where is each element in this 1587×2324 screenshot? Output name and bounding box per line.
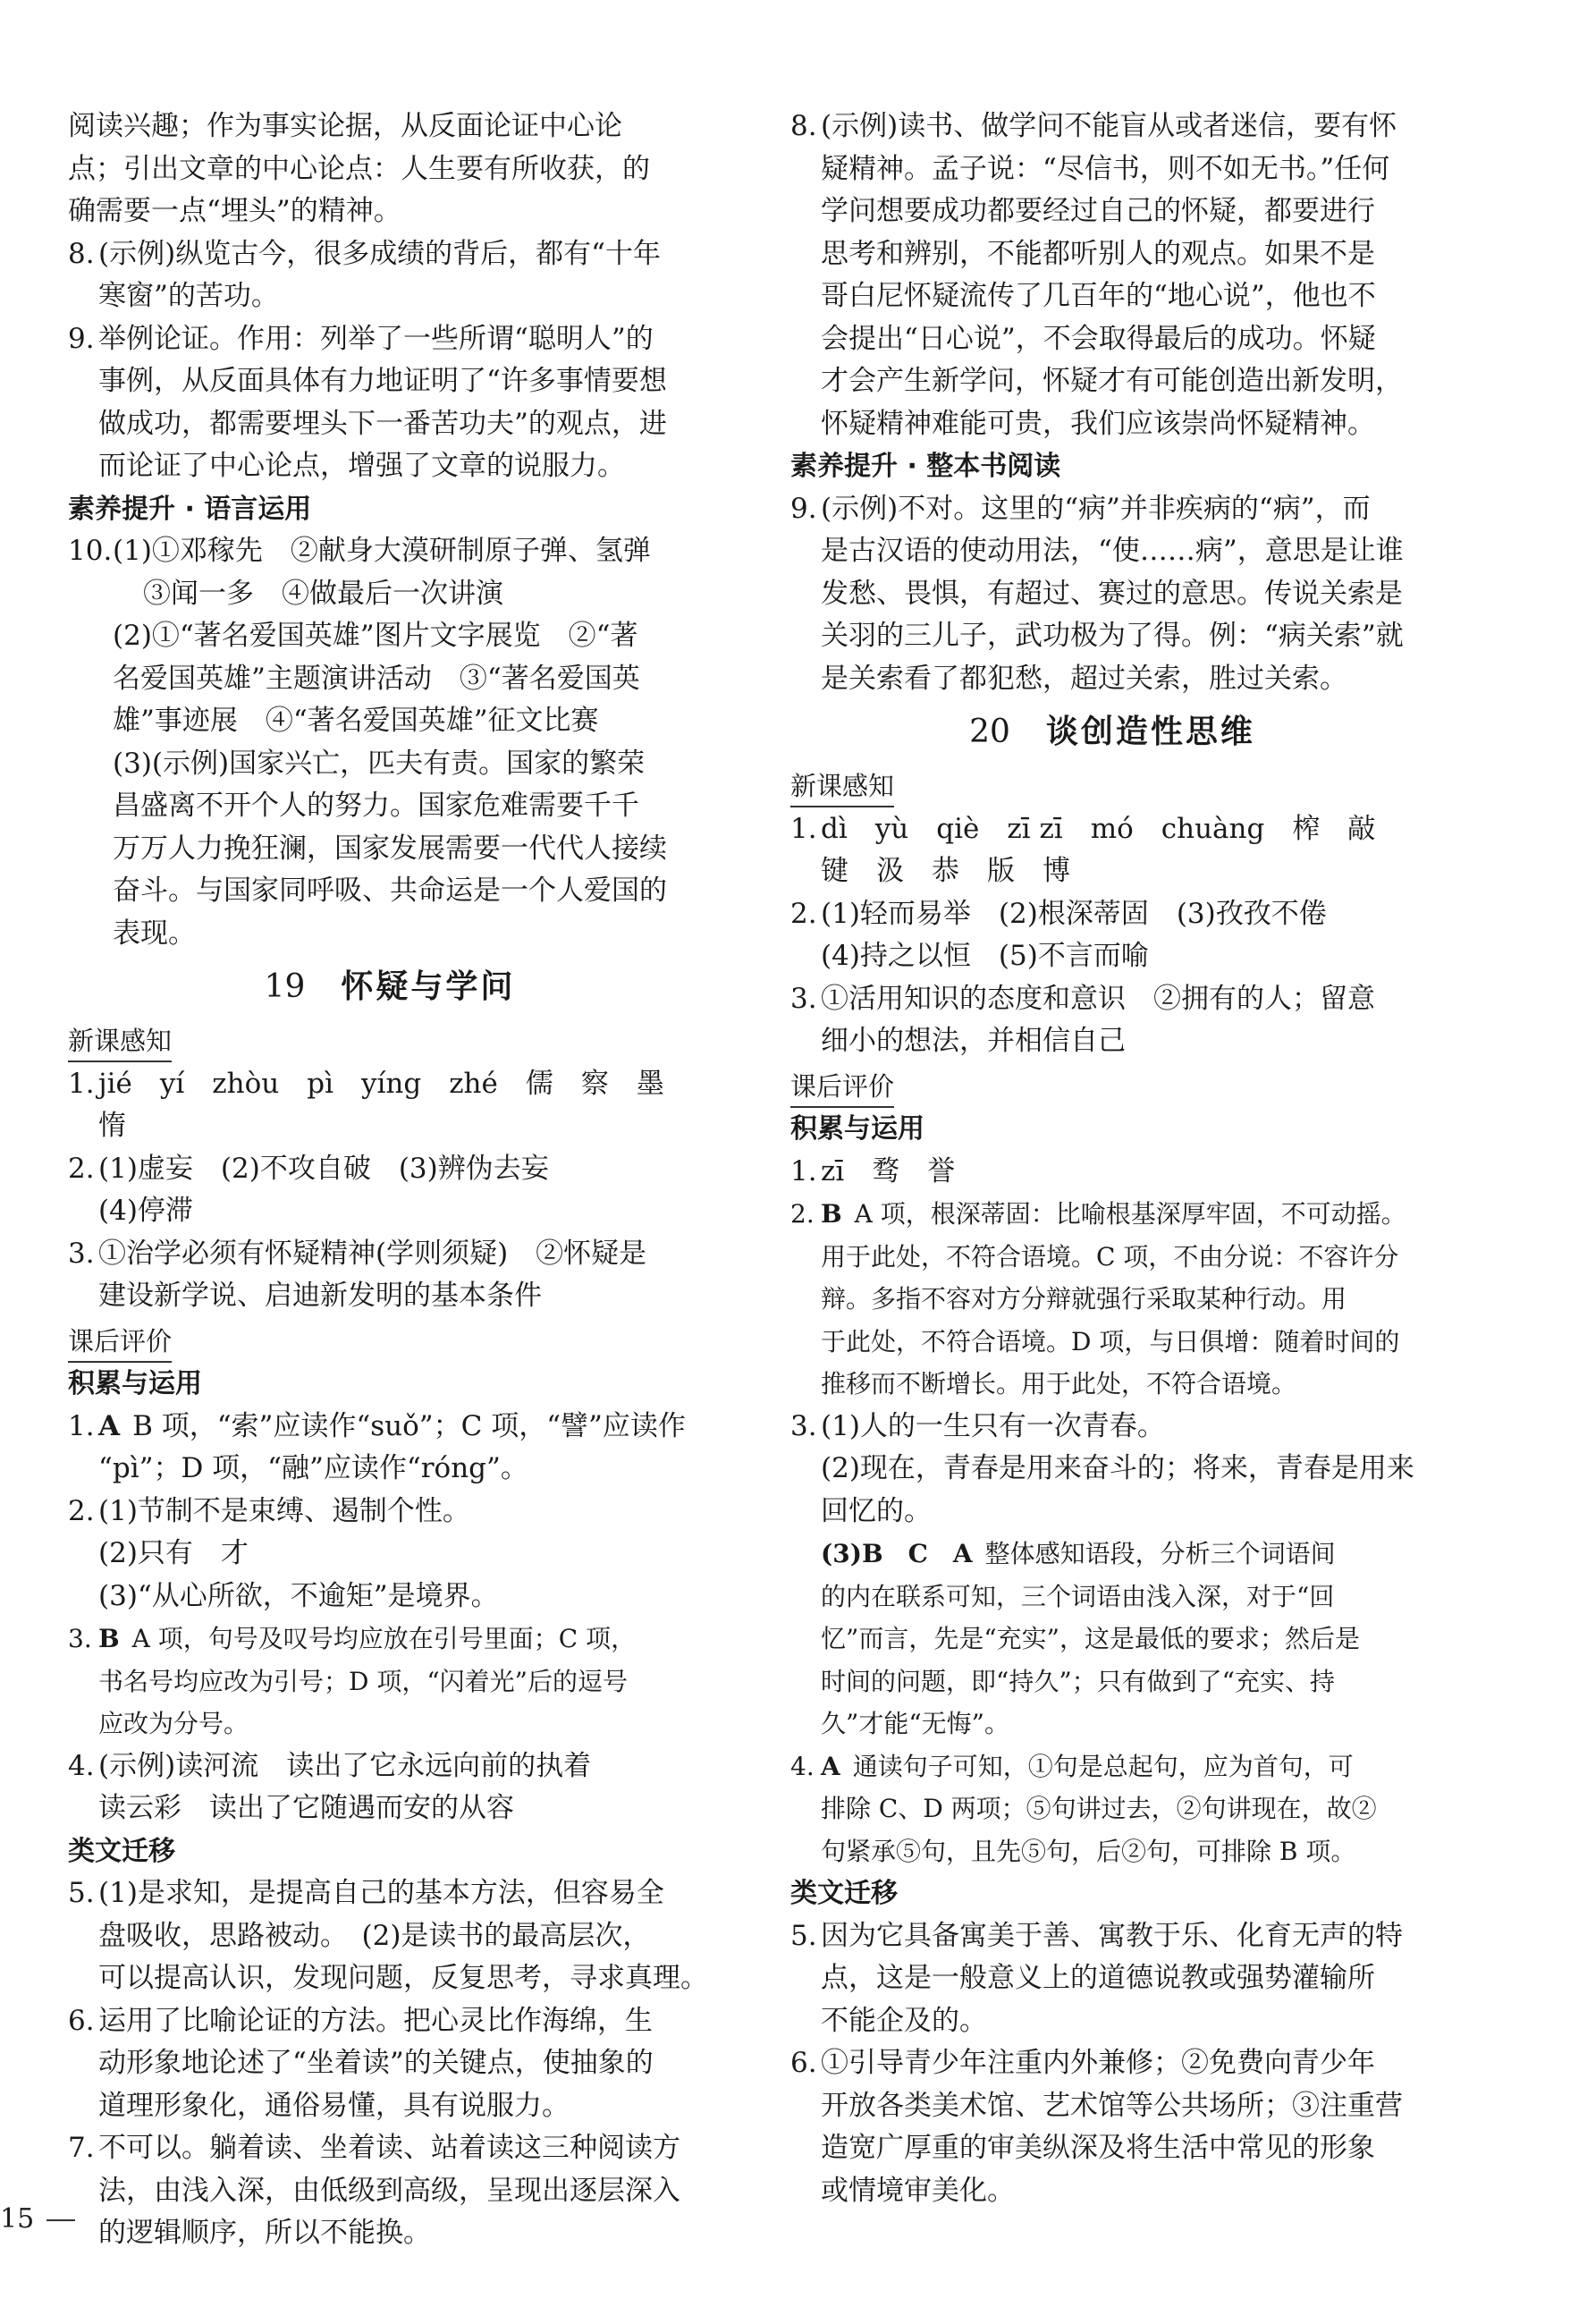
section-heading-language: 素养提升 · 语言运用 <box>68 493 312 525</box>
transfer-6: 6. 运用了比喻论证的方法。把心灵比作海绵，生 动形象地论述了“坐着读”的关键点，使抽象的 道理形象化，通俗易懂，具有说服力。 <box>68 2004 654 2122</box>
section-heading-accumulation: 积累与运用 <box>790 1113 924 1145</box>
accum-3: 3. (1)人的一生只有一次青春。 (2)现在，青春是用来奋斗的；将来，青春是用来 回忆的。 (3)B C A 整体感知语段，分析三个词语间 的内在联系可知，三个词语由浅入深，对于“回 忆”而言，先是“充实”，这是最低的要求；然后是 时间的问题，即“持久”；只有做到了“充实、持 久”才能“无悔”。 <box>790 1409 1414 1738</box>
left-column <box>68 106 712 2255</box>
accum-2: 2. B A 项，根深蒂固：比喻根基深厚牢固，不可动摇。 用于此处，不符合语境。C 项，不由分说：不容许分 辩。多指不容对方分辩就强行采取某种行动。用 于此处，不符合语境。D 项，与日俱增：随着时间的 推移而不断增长。用于此处，不符合语境。 <box>790 1199 1406 1399</box>
new-lesson-1: 1. jié yí zhòu pì yíng zhé 儒 察 墨 惰 <box>68 1067 692 1142</box>
new-lesson-3: 3. ①活用知识的态度和意识 ②拥有的人；留意 细小的想法，并相信自己 <box>790 982 1375 1057</box>
new-lesson-3: 3. ①治学必须有怀疑精神(学则须疑) ②怀疑是 建设新学说、启迪新发明的基本条件 <box>68 1237 647 1312</box>
accum-4: 4. (示例)读河流 读出了它永远向前的执着 读云彩 读出了它随遇而安的从容 <box>68 1749 592 1824</box>
new-lesson-2: 2. (1)虚妄 (2)不攻自破 (3)辨伪去妄 (4)停滞 <box>68 1152 549 1227</box>
page-footer <box>0 2198 75 2241</box>
transfer-7: 7. 不可以。躺着读、坐着读、站着读这三种阅读方 法，由浅入深，由低级到高级，呈现出逐层深入 的逻辑顺序，所以不能换。 <box>68 2132 680 2249</box>
accum-1: 1. zī 骛 誉 <box>790 1154 956 1187</box>
page-number: 15 <box>0 2203 35 2235</box>
answer-10: 10. (1)①邓稼先 ②献身大漠研制原子弹、氢弹 ③闻一多 ④做最后一次讲演 (2)①“著名爱国英雄”图片文字展览 ②“著 名爱国英雄”主题演讲活动 ③“著名爱国英 雄”事迹展 ④“著名爱国英雄”征文比赛 (3)(示例)国家兴亡，匹夫有责。国家的繁荣 昌盛离不开个人的努力。国家危难需要千千 万万人力挽狂澜，国家发展需要一代代人接续 奋斗。与国家同呼吸、共命运是一个人爱国的 表现。 <box>68 535 667 950</box>
lesson-19-heading: 19 怀疑与学问 <box>264 968 516 1005</box>
accum-4: 4. A 通读句子可知，①句是总起句，应为首句，可 排除 C、D 两项；⑤句讲过去，②句讲现在，故② 句紧承⑤句，且先⑤句，后②句，可排除 B 项。 <box>790 1751 1377 1866</box>
answer-8-continued: 8. (示例)读书、做学问不能盲从或者迷信，要有怀 疑精神。孟子说：“尽信书，则不如无书。”任何 学问想要成功都要经过自己的怀疑，都要进行 思考和辨别，不能都听别人的观点。如果不是 哥白尼怀疑流传了几百年的“地心说”，他也不 会提出“日心说”，不会取得最后的成功。怀疑 才会产生新学问，怀疑才有可能创造出新发明， 怀疑精神难能可贵，我们应该崇尚怀疑精神。 <box>790 110 1403 440</box>
right-column <box>790 106 1434 2212</box>
continued-answer: 阅读兴趣；作为事实论据，从反面论证中心论 点；引出文章的中心论点：人生要有所收获，的 确需要一点“埋头”的精神。 <box>68 110 650 227</box>
transfer-5: 5. 因为它具备寓美于善、寓教于乐、化育无声的特 点，这是一般意义上的道德说教或强势灌输所 不能企及的。 <box>790 1919 1403 2037</box>
section-heading-after-class: 课后评价 <box>68 1322 172 1363</box>
section-heading-transfer: 类文迁移 <box>790 1878 898 1909</box>
answer-9: 9. 举例论证。作用：列举了一些所谓“聪明人”的 事例，从反面具体有力地证明了“许多事情要想 做成功，都需要埋头下一番苦功夫”的观点，进 而论证了中心论点，增强了文章的说服力。 <box>68 322 667 482</box>
section-heading-new-lesson: 新课感知 <box>790 766 894 807</box>
transfer-6: 6. ①引导青少年注重内外兼修；②免费向青少年 开放各类美术馆、艺术馆等公共场所；③注重营 造宽广厚重的审美纵深及将生活中常见的形象 或情境审美化。 <box>790 2047 1403 2207</box>
section-heading-after-class: 课后评价 <box>790 1067 894 1108</box>
transfer-5: 5. (1)是求知，是提高自己的基本方法，但容易全 盘吸收，思路被动。 (2)是读书的最高层次， 可以提高认识，发现问题，反复思考，寻求真理。 <box>68 1877 708 1994</box>
new-lesson-2: 2. (1)轻而易举 (2)根深蒂固 (3)孜孜不倦 (4)持之以恒 (5)不言而喻 <box>790 897 1327 972</box>
answer-8: 8. (示例)纵览古今，很多成绩的背后，都有“十年 寒窗”的苦功。 <box>68 237 662 312</box>
section-heading-whole-book: 素养提升 · 整本书阅读 <box>790 451 1061 482</box>
footer-rule <box>46 2219 75 2221</box>
section-heading-new-lesson: 新课感知 <box>68 1021 172 1062</box>
lesson-20-heading: 20 谈创造性思维 <box>969 714 1255 750</box>
section-heading-transfer: 类文迁移 <box>68 1835 175 1867</box>
accum-2: 2. (1)节制不是束缚、遏制个性。 (2)只有 才 (3)“从心所欲，不逾矩”是境界。 <box>68 1494 499 1612</box>
section-heading-accumulation: 积累与运用 <box>68 1368 202 1399</box>
accum-1: 1. A B 项，“索”应读作“suǒ”；C 项，“譬”应读作 “pì”；D 项，“融”应读作“róng”。 <box>68 1409 686 1484</box>
accum-3: 3. B A 项，句号及叹号均应放在引号里面；C 项， 书名号均应改为引号；D 项，“闪着光”后的逗号 应改为分号。 <box>68 1624 637 1738</box>
new-lesson-1: 1. dì yù qiè zī zī mó chuàng 榨 敲 键 汲 恭 版 博 <box>790 812 1376 887</box>
answer-9-book: 9. (示例)不对。这里的“病”并非疾病的“病”，而 是古汉语的使动用法，“使……病”，意思是让谁 发愁、畏惧，有超过、赛过的意思。传说关索是 关羽的三儿子，武功极为了得。例：“病关索”就 是关索看了都犯愁，超过关索，胜过关索。 <box>790 492 1404 695</box>
